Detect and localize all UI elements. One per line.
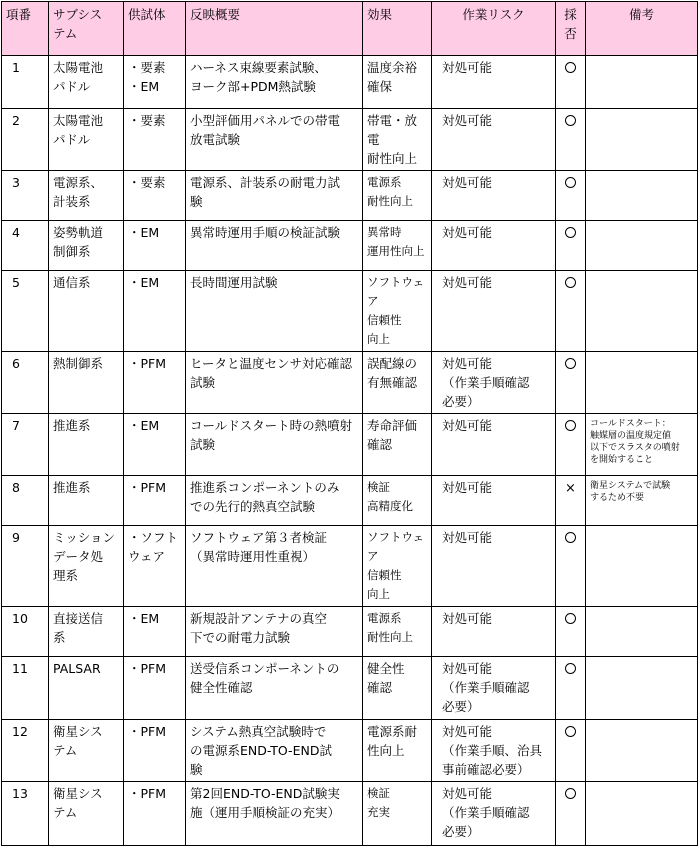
row-risk: 対処可能 bbox=[432, 109, 556, 171]
circle-mark-icon bbox=[565, 726, 576, 737]
header-test-item: 供試体 bbox=[124, 2, 186, 56]
row-risk: 対処可能 （作業手順確認 必要） bbox=[432, 782, 556, 846]
row-remarks bbox=[586, 352, 698, 414]
row-adopt bbox=[556, 414, 586, 476]
table-row bbox=[2, 414, 698, 476]
row-remarks bbox=[586, 109, 698, 171]
row-remarks bbox=[586, 171, 698, 221]
table-row bbox=[2, 171, 698, 221]
row-summary: 電源系、計装系の耐電力試 験 bbox=[186, 171, 363, 221]
row-effect: 検証 高精度化 bbox=[363, 476, 432, 526]
row-number: 9 bbox=[2, 526, 49, 607]
row-summary: ハーネス束線要素試験、 ヨーク部+PDM熱試験 bbox=[186, 56, 363, 109]
row-number: 1 bbox=[2, 56, 49, 109]
table-header-row bbox=[2, 2, 698, 56]
row-summary: 新規設計アンテナの真空 下での耐電力試験 bbox=[186, 607, 363, 657]
row-adopt bbox=[556, 109, 586, 171]
circle-mark-icon bbox=[565, 115, 576, 126]
row-test-item: ・要素 bbox=[124, 171, 186, 221]
row-summary: 小型評価用パネルでの帯電 放電試験 bbox=[186, 109, 363, 171]
row-risk: 対処可能 （作業手順確認 必要） bbox=[432, 352, 556, 414]
row-subsystem: 衛星シス テム bbox=[49, 782, 124, 846]
table-row bbox=[2, 720, 698, 782]
row-remarks bbox=[586, 221, 698, 271]
header-adopt: 採 否 bbox=[556, 2, 586, 56]
header-remarks: 備考 bbox=[586, 2, 698, 56]
row-effect: 温度余裕 確保 bbox=[363, 56, 432, 109]
row-subsystem: 太陽電池 パドル bbox=[49, 109, 124, 171]
header-no: 項番 bbox=[2, 2, 49, 56]
row-test-item: ・EM bbox=[124, 271, 186, 352]
row-test-item: ・要素 ・EM bbox=[124, 56, 186, 109]
row-adopt bbox=[556, 171, 586, 221]
row-effect: 検証 充実 bbox=[363, 782, 432, 846]
row-risk: 対処可能 （作業手順確認 必要） bbox=[432, 657, 556, 720]
row-effect: 寿命評価 確認 bbox=[363, 414, 432, 476]
circle-mark-icon bbox=[565, 420, 576, 431]
row-subsystem: 電源系、 計装系 bbox=[49, 171, 124, 221]
row-effect: 異常時 運用性向上 bbox=[363, 221, 432, 271]
row-remarks: 衛星システムで試験 するため不要 bbox=[586, 476, 698, 526]
row-effect: 電源系 耐性向上 bbox=[363, 171, 432, 221]
countermeasure-table bbox=[1, 1, 698, 846]
row-subsystem: 直接送信 系 bbox=[49, 607, 124, 657]
row-effect: 電源系 耐性向上 bbox=[363, 607, 432, 657]
table-row bbox=[2, 109, 698, 171]
row-risk: 対処可能 bbox=[432, 171, 556, 221]
row-number: 6 bbox=[2, 352, 49, 414]
row-risk: 対処可能 bbox=[432, 607, 556, 657]
row-number: 11 bbox=[2, 657, 49, 720]
header-summary: 反映概要 bbox=[186, 2, 363, 56]
row-subsystem: 衛星シス テム bbox=[49, 720, 124, 782]
row-test-item: ・PFM bbox=[124, 720, 186, 782]
row-number: 13 bbox=[2, 782, 49, 846]
row-risk: 対処可能 bbox=[432, 271, 556, 352]
row-adopt bbox=[556, 720, 586, 782]
row-effect: ソフトウェア 信頼性 向上 bbox=[363, 526, 432, 607]
row-risk: 対処可能 bbox=[432, 56, 556, 109]
cross-mark-icon: × bbox=[565, 481, 576, 496]
row-summary: ソフトウェア第３者検証 （異常時運用性重視） bbox=[186, 526, 363, 607]
row-risk: 対処可能 （作業手順、治具 事前確認必要） bbox=[432, 720, 556, 782]
row-remarks bbox=[586, 720, 698, 782]
row-remarks bbox=[586, 56, 698, 109]
row-number: 10 bbox=[2, 607, 49, 657]
row-test-item: ・EM bbox=[124, 607, 186, 657]
row-subsystem: ミッション データ処 理系 bbox=[49, 526, 124, 607]
row-subsystem: 推進系 bbox=[49, 414, 124, 476]
header-effect: 効果 bbox=[363, 2, 432, 56]
row-test-item: ・PFM bbox=[124, 657, 186, 720]
row-remarks bbox=[586, 271, 698, 352]
row-remarks bbox=[586, 607, 698, 657]
row-summary: 長時間運用試験 bbox=[186, 271, 363, 352]
table-row bbox=[2, 476, 698, 526]
row-test-item: ・PFM bbox=[124, 782, 186, 846]
row-effect: 健全性 確認 bbox=[363, 657, 432, 720]
row-number: 3 bbox=[2, 171, 49, 221]
header-subsystem: サブシス テム bbox=[49, 2, 124, 56]
row-adopt bbox=[556, 221, 586, 271]
row-number: 4 bbox=[2, 221, 49, 271]
row-risk: 対処可能 bbox=[432, 221, 556, 271]
row-risk: 対処可能 bbox=[432, 414, 556, 476]
row-test-item: ・PFM bbox=[124, 476, 186, 526]
circle-mark-icon bbox=[565, 663, 576, 674]
circle-mark-icon bbox=[565, 358, 576, 369]
row-subsystem: 熱制御系 bbox=[49, 352, 124, 414]
table-row bbox=[2, 221, 698, 271]
row-subsystem: 推進系 bbox=[49, 476, 124, 526]
row-number: 2 bbox=[2, 109, 49, 171]
table-row bbox=[2, 271, 698, 352]
row-adopt bbox=[556, 56, 586, 109]
row-adopt bbox=[556, 476, 586, 526]
row-subsystem: PALSAR bbox=[49, 657, 124, 720]
row-test-item: ・要素 bbox=[124, 109, 186, 171]
row-summary: ヒータと温度センサ対応確認 試験 bbox=[186, 352, 363, 414]
circle-mark-icon bbox=[565, 177, 576, 188]
header-risk: 作業リスク bbox=[432, 2, 556, 56]
circle-mark-icon bbox=[565, 532, 576, 543]
circle-mark-icon bbox=[565, 62, 576, 73]
row-summary: 異常時運用手順の検証試験 bbox=[186, 221, 363, 271]
row-adopt bbox=[556, 607, 586, 657]
circle-mark-icon bbox=[565, 613, 576, 624]
row-summary: 第2回END-TO-END試験実 施（運用手順検証の充実） bbox=[186, 782, 363, 846]
row-effect: 帯電・放電 耐性向上 bbox=[363, 109, 432, 171]
table-row bbox=[2, 607, 698, 657]
row-adopt bbox=[556, 657, 586, 720]
row-risk: 対処可能 bbox=[432, 476, 556, 526]
row-test-item: ・EM bbox=[124, 414, 186, 476]
row-subsystem: 太陽電池 パドル bbox=[49, 56, 124, 109]
row-subsystem: 姿勢軌道 制御系 bbox=[49, 221, 124, 271]
row-effect: 電源系耐 性向上 bbox=[363, 720, 432, 782]
row-number: 8 bbox=[2, 476, 49, 526]
row-remarks bbox=[586, 657, 698, 720]
row-risk: 対処可能 bbox=[432, 526, 556, 607]
row-subsystem: 通信系 bbox=[49, 271, 124, 352]
row-remarks bbox=[586, 782, 698, 846]
table-body bbox=[2, 56, 698, 846]
row-remarks: コールドスタート： 触媒層の温度規定値 以下でスラスタの噴射 を開始すること bbox=[586, 414, 698, 476]
circle-mark-icon bbox=[565, 788, 576, 799]
circle-mark-icon bbox=[565, 227, 576, 238]
row-adopt bbox=[556, 352, 586, 414]
table-row bbox=[2, 352, 698, 414]
row-adopt bbox=[556, 526, 586, 607]
table-row bbox=[2, 56, 698, 109]
table-row bbox=[2, 657, 698, 720]
circle-mark-icon bbox=[565, 277, 576, 288]
row-remarks bbox=[586, 526, 698, 607]
row-effect: ソフトウェア 信頼性 向上 bbox=[363, 271, 432, 352]
row-summary: 送受信系コンポーネントの 健全性確認 bbox=[186, 657, 363, 720]
row-adopt bbox=[556, 271, 586, 352]
table-row bbox=[2, 782, 698, 846]
row-test-item: ・PFM bbox=[124, 352, 186, 414]
row-summary: コールドスタート時の熱噴射 試験 bbox=[186, 414, 363, 476]
row-number: 12 bbox=[2, 720, 49, 782]
table-row bbox=[2, 526, 698, 607]
row-effect: 誤配線の 有無確認 bbox=[363, 352, 432, 414]
row-number: 7 bbox=[2, 414, 49, 476]
row-summary: 推進系コンポーネントのみ での先行的熱真空試験 bbox=[186, 476, 363, 526]
row-test-item: ・EM bbox=[124, 221, 186, 271]
row-test-item: ・ソフト ウェア bbox=[124, 526, 186, 607]
row-summary: システム熱真空試験時で の電源系END-TO-END試 験 bbox=[186, 720, 363, 782]
row-adopt bbox=[556, 782, 586, 846]
row-number: 5 bbox=[2, 271, 49, 352]
